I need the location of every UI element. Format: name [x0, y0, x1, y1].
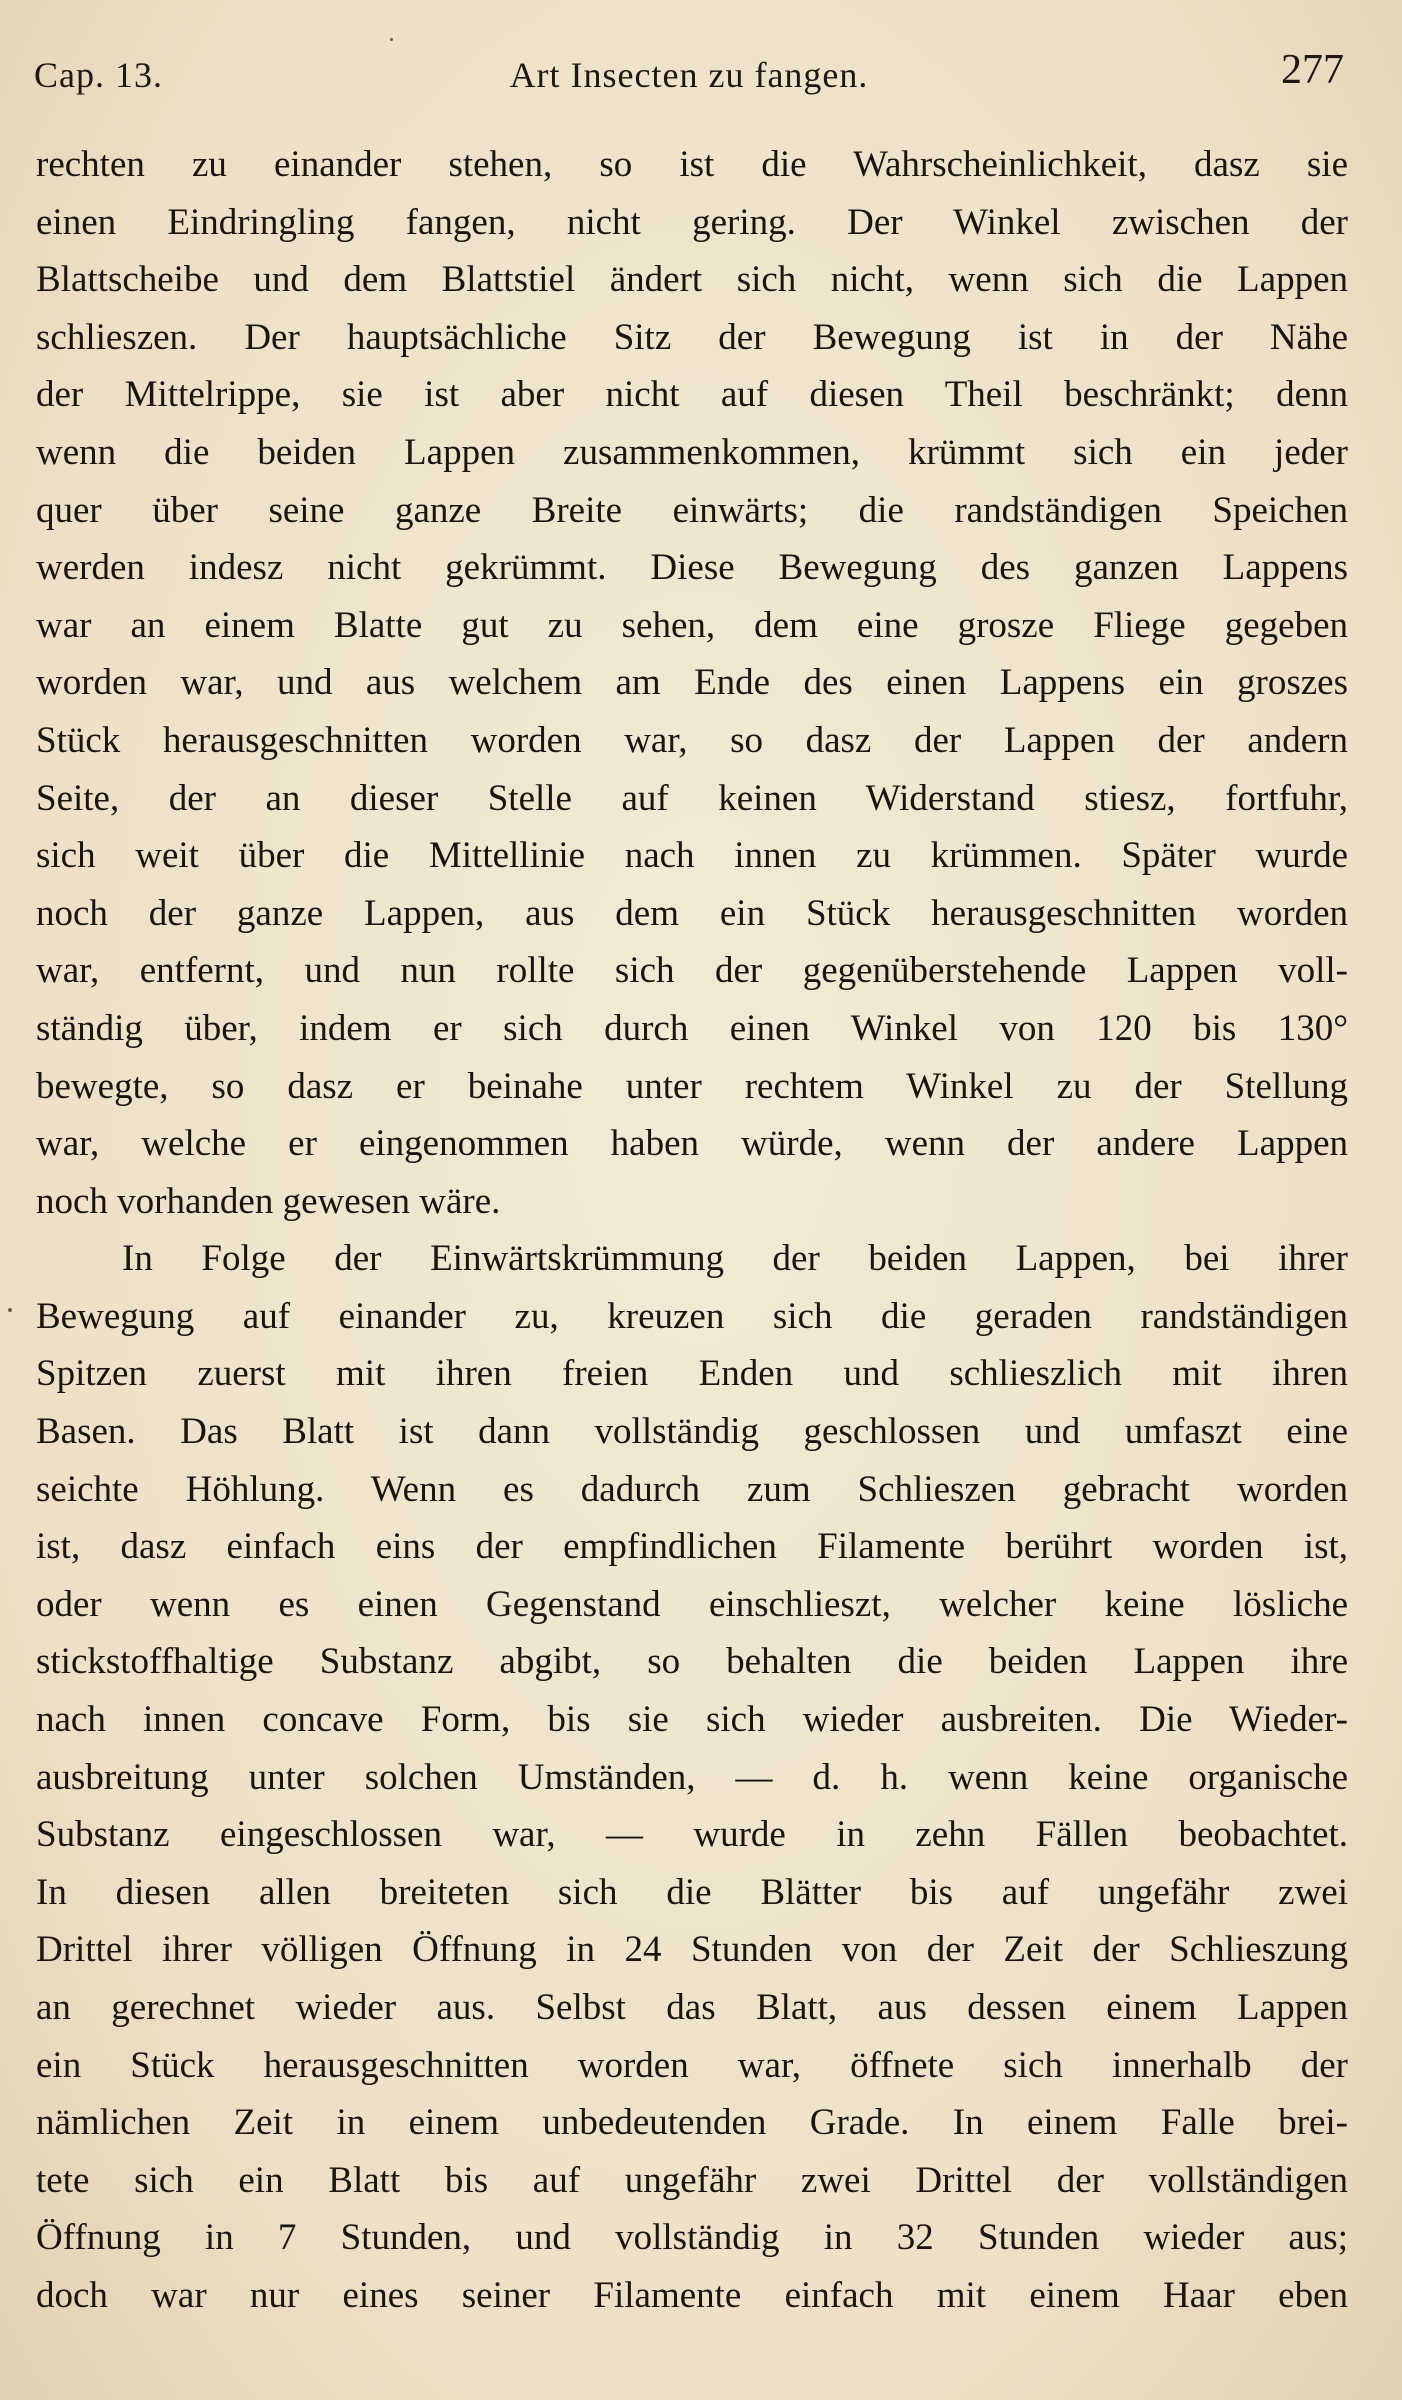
- text-line: war, entfernt, und nun rollte sich der gegenüberstehende Lappen voll-: [36, 950, 1348, 992]
- text-line: Spitzen zuerst mit ihren freien Enden und schlieszlich mit ihren: [36, 1353, 1348, 1395]
- text-line: worden war, und aus welchem am Ende des einen Lappens ein groszes: [36, 662, 1348, 704]
- text-line: der Mittelrippe, sie ist aber nicht auf diesen Theil beschränkt; denn: [36, 374, 1348, 416]
- margin-speck: [8, 1308, 12, 1312]
- text-line: ist, dasz einfach eins der empfindlichen Filamente berührt worden ist,: [36, 1526, 1348, 1568]
- text-line: Basen. Das Blatt ist dann vollständig geschlossen und umfaszt eine: [36, 1411, 1348, 1453]
- text-line: Stück herausgeschnitten worden war, so dasz der Lappen der andern: [36, 719, 1348, 761]
- text-line: Bewegung auf einander zu, kreuzen sich die geraden randständigen: [36, 1295, 1348, 1337]
- running-title: Art Insecten zu fangen.: [509, 55, 869, 95]
- text-line: In diesen allen breiteten sich die Blätter bis auf ungefähr zwei: [36, 1871, 1348, 1913]
- text-line: schlieszen. Der hauptsächliche Sitz der Bewegung ist in der Nähe: [36, 316, 1348, 358]
- text-line: Drittel ihrer völligen Öffnung in 24 Stunden von der Zeit der Schlieszung: [36, 1929, 1348, 1971]
- chapter-label: Cap. 13.: [34, 55, 163, 95]
- text-line: wenn die beiden Lappen zusammenkommen, krümmt sich ein jeder: [36, 431, 1348, 473]
- text-line: tete sich ein Blatt bis auf ungefähr zwei Drittel der vollständigen: [36, 2159, 1348, 2201]
- text-line: quer über seine ganze Breite einwärts; die randständigen Speichen: [36, 489, 1348, 531]
- text-line: noch der ganze Lappen, aus dem ein Stück herausgeschnitten worden: [36, 892, 1348, 934]
- text-line: Öffnung in 7 Stunden, und vollständig in 32 Stunden wieder aus;: [36, 2217, 1348, 2259]
- page-number: 277: [1281, 47, 1344, 93]
- running-header: [34, 46, 1344, 106]
- text-line: bewegte, so dasz er beinahe unter rechtem Winkel zu der Stellung: [36, 1065, 1348, 1107]
- text-line: ausbreitung unter solchen Umständen, — d. h. wenn keine organische: [36, 1756, 1348, 1798]
- text-line: sich weit über die Mittellinie nach innen zu krümmen. Später wurde: [36, 835, 1348, 877]
- text-line: war, welche er eingenommen haben würde, wenn der andere Lappen: [36, 1123, 1348, 1165]
- body-text: [36, 136, 1348, 2325]
- text-line: nämlichen Zeit in einem unbedeutenden Grade. In einem Falle brei-: [36, 2102, 1348, 2144]
- text-line: oder wenn es einen Gegenstand einschlieszt, welcher keine lösliche: [36, 1583, 1348, 1625]
- text-line: rechten zu einander stehen, so ist die Wahrscheinlichkeit, dasz sie: [36, 144, 1348, 185]
- text-line: an gerechnet wieder aus. Selbst das Blatt, aus dessen einem Lappen: [36, 1987, 1348, 2028]
- text-line: stickstoffhaltige Substanz abgibt, so behalten die beiden Lappen ihre: [36, 1641, 1348, 1683]
- text-line: ein Stück herausgeschnitten worden war, öffnete sich innerhalb der: [36, 2044, 1348, 2086]
- text-line: einen Eindringling fangen, nicht gering. Der Winkel zwischen der: [36, 201, 1348, 243]
- text-line: nach innen concave Form, bis sie sich wieder ausbreiten. Die Wieder-: [36, 1699, 1348, 1741]
- text-line: werden indesz nicht gekrümmt. Diese Bewegung des ganzen Lappens: [36, 547, 1348, 589]
- margin-speck: [390, 38, 393, 41]
- paragraph-start-line: In Folge der Einwärtskrümmung der beiden Lappen, bei ihrer: [122, 1238, 1348, 1280]
- text-line: ständig über, indem er sich durch einen Winkel von 120 bis 130°: [36, 1007, 1348, 1049]
- text-line: Substanz eingeschlossen war, — wurde in zehn Fällen beobachtet.: [36, 1814, 1348, 1856]
- text-line: war an einem Blatte gut zu sehen, dem eine grosze Fliege gegeben: [36, 604, 1348, 646]
- text-line: seichte Höhlung. Wenn es dadurch zum Schlieszen gebracht worden: [36, 1468, 1348, 1510]
- text-line: Seite, der an dieser Stelle auf keinen Widerstand stiesz, fortfuhr,: [36, 777, 1348, 819]
- text-line: Blattscheibe und dem Blattstiel ändert sich nicht, wenn sich die Lappen: [36, 259, 1348, 301]
- text-line: doch war nur eines seiner Filamente einfach mit einem Haar eben: [36, 2274, 1348, 2316]
- paragraph-end-line: noch vorhanden gewesen wäre.: [36, 1180, 501, 1222]
